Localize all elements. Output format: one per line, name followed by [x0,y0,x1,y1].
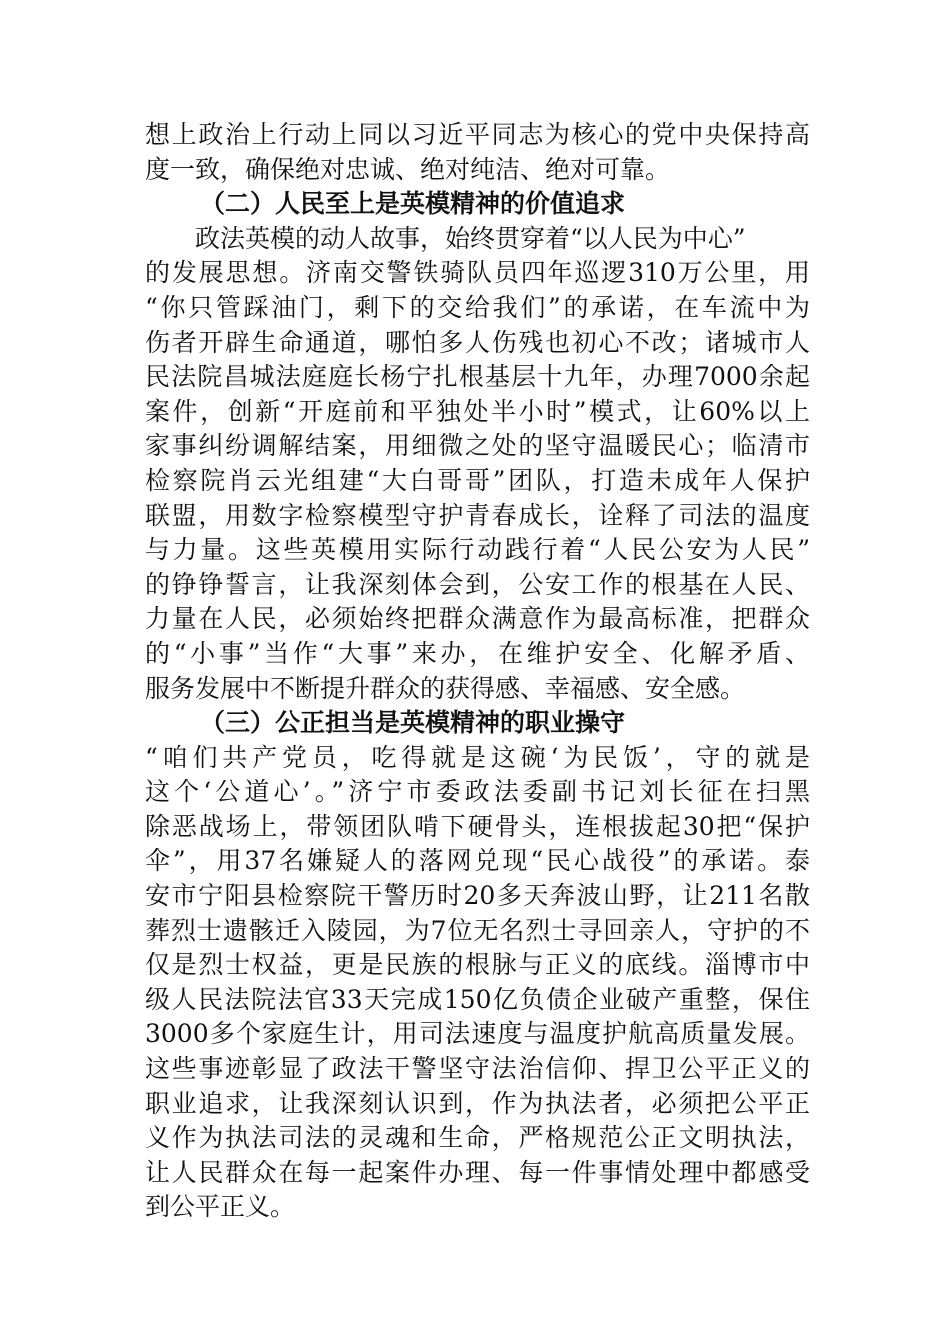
text-line: “你只管踩油门，剩下的交给我们”的承诺，在车流中为 [145,292,810,322]
text-line: 职业追求，让我深刻认识到，作为执法者，必须把公平正 [145,1088,810,1118]
text-line: 想上政治上行动上同以习近平同志为核心的党中央保持高 [145,120,810,149]
text-line: 葬烈士遗骸迁入陵园，为7位无名烈士寻回亲人，守护的不 [145,915,810,945]
section-2-paragraph [145,222,810,706]
text-line: 联盟，用数字检察模型守护青春成长，诠释了司法的温度 [145,500,810,530]
document-page [145,118,810,1225]
section-3-heading: （三）公正担当是英模精神的职业操守 [200,708,626,738]
text-line: 家事纠纷调解结案，用细微之处的坚守温暖民心；临清市 [145,431,810,461]
text-line: 义作为执法司法的灵魂和生命，严格规范公正文明执法， [145,1123,810,1153]
text-line: 检察院肖云光组建“大白哥哥”团队，打造未成年人保护 [145,465,810,495]
text-line: 安市宁阳县检察院干警历时20多天奔波山野，让211名散 [145,881,810,911]
text-line: 民法院昌城法庭庭长杨宁扎根基层十九年，办理7000余起 [145,362,810,392]
section-3-paragraph [145,741,810,1225]
text-line: 的发展思想。济南交警铁骑队员四年巡逻310万公里，用 [145,258,810,288]
text-line: 级人民法院法官33天完成150亿负债企业破产重整，保住 [145,984,810,1014]
text-line: 政法英模的动人故事，始终贯穿着“以人民为中心” [195,223,746,253]
text-line: 度一致，确保绝对忠诚、绝对纯洁、绝对可靠。 [145,154,671,184]
text-line: 让人民群众在每一起案件办理、每一件事情处理中都感受 [145,1157,810,1187]
text-line: 仅是烈士权益，更是民族的根脉与正义的底线。淄博市中 [145,950,810,980]
text-line: 到公平正义。 [145,1192,296,1222]
intro-paragraph [145,118,810,187]
text-line: 的铮铮誓言，让我深刻体会到，公安工作的根基在人民、 [145,569,810,599]
text-line: 与力量。这些英模用实际行动践行着“人民公安为人民” [145,535,810,565]
text-line: 服务发展中不断提升群众的获得感、幸福感、安全感。 [145,673,746,703]
text-line: 力量在人民，必须始终把群众满意作为最高标准，把群众 [145,604,810,634]
text-line: 案件，创新“开庭前和平独处半小时”模式，让60%以上 [145,396,810,426]
section-2-heading: （二）人民至上是英模精神的价值追求 [200,189,626,219]
text-line: 伞”，用37名嫌疑人的落网兑现“民心战役”的承诺。泰 [145,846,810,876]
text-line: 这个‘公道心’。”济宁市委政法委副书记刘长征在扫黑 [145,777,810,807]
text-line: 伤者开辟生命通道，哪怕多人伤残也初心不改；诸城市人 [145,327,810,357]
text-line: 这些事迹彰显了政法干警坚守法治信仰、捍卫公平正义的 [145,1054,810,1084]
text-line: “咱们共产党员，吃得就是这碗‘为民饭’，守的就是 [145,742,810,772]
text-line: 3000多个家庭生计，用司法速度与温度护航高质量发展。 [145,1019,810,1049]
text-line: 的“小事”当作“大事”来办，在维护安全、化解矛盾、 [145,638,810,668]
text-line: 除恶战场上，带领团队啃下硬骨头，连根拔起30把“保护 [145,811,810,841]
